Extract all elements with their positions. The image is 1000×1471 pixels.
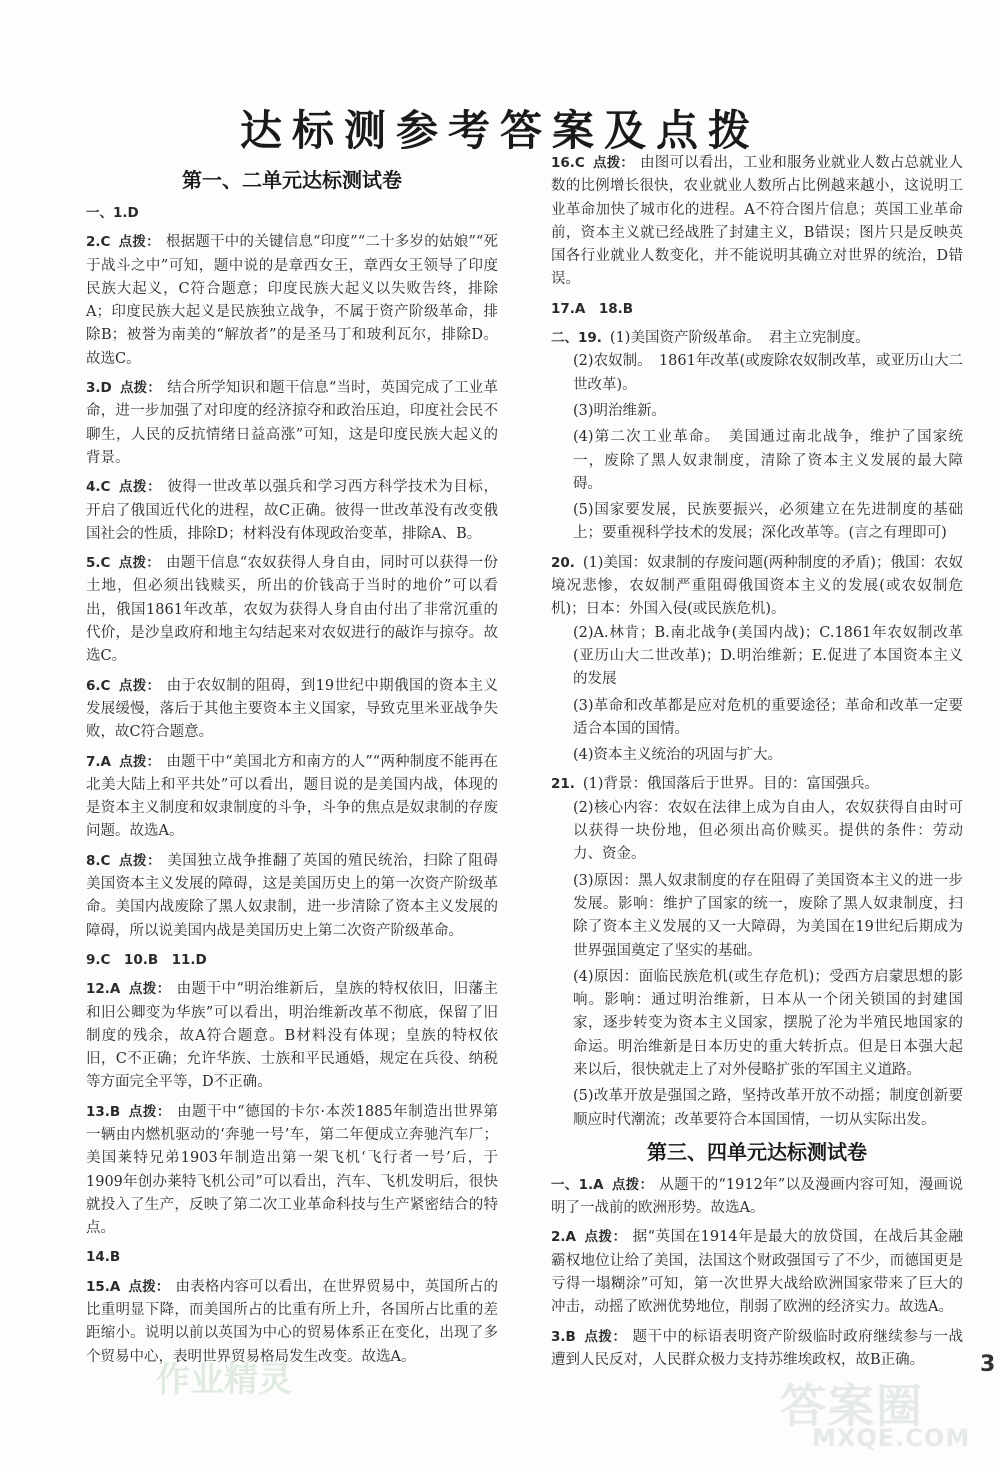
- answer-item: [86, 675, 498, 745]
- answer-text: 根据题干中的关键信息“印度”“二十多岁的姑娘”“死于战斗之中”可知，题中说的是章西女王，章西女王领导了印度民族大起义，C符合题意；印度民族大起义以失败告终，排除A；印度民族大起义是民族独立战争，不属于资产阶级革命，排除B；被誉为南美的“解放者”的是圣马丁和玻利瓦尔，排除D。故选C。: [86, 234, 499, 367]
- right-answers-top: [551, 152, 963, 321]
- answer-text: 彼得一世改革以强兵和学习西方科学技术为目标，开启了俄国近代化的进程，故C正确。彼得一世改革没有改变俄国社会的性质，排除D；材料没有体现政治变革，排除A、B。: [86, 479, 498, 542]
- answer-part: (2)农奴制。 1861年改革(或废除农奴制改革，或亚历山大二世改革)。: [573, 353, 963, 393]
- answer-item: [551, 1226, 963, 1319]
- answer-number: 二、19.: [551, 330, 602, 347]
- left-column: [86, 164, 498, 1375]
- section-title-units-1-2: 第一、二单元达标测试卷: [182, 168, 402, 192]
- page-number: 3: [980, 1352, 996, 1377]
- answer-item: [86, 1101, 498, 1241]
- answer-part: (4)资本主义统治的巩固与扩大。: [573, 747, 783, 764]
- hint-label: 点拨：: [128, 981, 171, 998]
- hint-label: 点拨：: [118, 555, 160, 572]
- answer-item: [86, 978, 498, 1094]
- answer-text: 由题干中“明治维新后，皇族的特权依旧，旧藩主和旧公卿变为华族”可以看出，明治维新改革不彻底，保留了旧制度的残余，故A符合题意。B材料没有体现；皇族的特权依旧，C不正确；允许华族、士族和平民通婚，规定在兵役、纳税等方面完全平等，D不正确。: [86, 981, 498, 1091]
- answer-item: [551, 152, 963, 292]
- answer-number: 15.A: [86, 1278, 121, 1295]
- hint-label: 点拨：: [118, 234, 160, 251]
- answer-part: (1)背景：俄国落后于世界。目的：富国强兵。: [582, 776, 879, 793]
- answer-number: 3.B: [551, 1328, 576, 1345]
- hint-label: 点拨：: [128, 1103, 171, 1120]
- answer-number: 9.C 10.B 11.D: [86, 951, 207, 968]
- hint-label: 点拨：: [583, 1229, 627, 1246]
- answer-item: [86, 1246, 498, 1269]
- hint-label: 点拨：: [592, 155, 635, 171]
- answer-part: (4)原因：面临民族危机(或生存危机)；受西方启蒙思想的影响。影响：通过明治维新，日本从一个闭关锁国的封建国家，逐步转变为资本主义国家，摆脱了沦为半殖民地国家的命运。明治维新是日本历史的重大转折点。但是日本强大起来以后，很快就走上了对外侵略扩张的军国主义道路。: [573, 968, 963, 1078]
- answer-number: 5.C: [86, 555, 111, 572]
- answer-item: [86, 949, 498, 972]
- hint-label: 点拨：: [583, 1328, 627, 1345]
- watermark-stamp: 作业精灵: [156, 1360, 292, 1400]
- answer-text: 由于农奴制的阻碍，到19世纪中期俄国的资本主义发展缓慢，落后于其他主要资本主义国家，导致克里米亚战争失败，故C符合题意。: [86, 677, 499, 741]
- answer-item: [86, 751, 498, 844]
- answer-item: [86, 377, 498, 470]
- page-title: 达标测参考答案及点拨: [239, 106, 760, 155]
- answer-item: [86, 1276, 498, 1369]
- answer-number: 13.B: [86, 1103, 121, 1120]
- hint-label: 点拨：: [118, 677, 161, 694]
- watermark-url: MXQE.COM: [812, 1424, 971, 1452]
- answer-number: 21.: [551, 776, 575, 793]
- answer-part: (3)革命和改革都是应对危机的重要途径；革命和改革一定要适合本国的国情。: [573, 697, 963, 737]
- answer-text: 由图可以看出，工业和服务业就业人数占总就业人数的比例增长很快，农业就业人数所占比例越来越小，这说明工业革命加快了城市化的进程。A不符合图片信息；英国工业革命前，资本主义就已经战胜了封建主义，B错误；图片只是反映英国各行业就业人数变化，并不能说明其确立对世界的统治，D错误。: [551, 155, 964, 288]
- answer-number: 6.C: [86, 677, 111, 694]
- answer-number: 20.: [551, 554, 575, 571]
- answer-number: 12.A: [86, 981, 121, 998]
- answer-text: 由表格内容可以看出，在世界贸易中，英国所占的比重明显下降，而美国所占的比重有所上升，各国所占比重的差距缩小。说明以前以英国为中心的贸易体系正在变化，出现了多个贸易中心，表明世界贸易格局发生改变。故选A。: [86, 1278, 499, 1365]
- answer-part: (3)原因：黑人奴隶制度的存在阻碍了美国资本主义的进一步发展。影响：维护了国家的统一，废除了黑人奴隶制度，扫除了资本主义发展的又一大障碍，为美国在19世纪后期成为世界强国奠定了坚实的基础。: [573, 872, 963, 959]
- answer-item-19: [551, 327, 963, 546]
- answer-item: [86, 552, 498, 668]
- answer-number: 3.D: [86, 380, 112, 397]
- answer-item: [551, 1174, 963, 1221]
- answer-part: (5)国家要发展，民族要振兴，必须建立在先进制度的基础上；要重视科学技术的发展；深化改革等。(言之有理即可): [573, 502, 963, 542]
- answer-item-20: [551, 552, 963, 768]
- answer-number: 16.C: [551, 155, 585, 171]
- answer-number: 8.C: [86, 852, 111, 869]
- answer-number: 一、1.D: [86, 205, 139, 221]
- hint-label: 点拨：: [118, 479, 162, 496]
- section-title-units-3-4: 第三、四单元达标测试卷: [647, 1139, 867, 1164]
- answer-number: 2.A: [551, 1229, 576, 1246]
- answer-number: 一、1.A: [551, 1176, 604, 1193]
- answer-number: 7.A: [86, 753, 111, 770]
- hint-label: 点拨：: [611, 1176, 654, 1193]
- answer-text: 题干中的标语表明资产阶级临时政府继续参与一战遭到人民反对，人民群众极力支持苏维埃政权，故B正确。: [551, 1328, 964, 1368]
- answer-item: [86, 850, 498, 943]
- answer-part: (3)明治维新。: [573, 402, 667, 419]
- answer-number: 17.A 18.B: [551, 300, 634, 317]
- watermark-logo: 答案圈: [780, 1379, 924, 1433]
- answer-text: 美国独立战争推翻了英国的殖民统治，扫除了阻碍美国资本主义发展的障碍，这是美国历史上的第一次资产阶级革命。美国内战废除了黑人奴隶制，进一步清除了资本主义发展的障碍，所以说美国内战是美国历史上第二次资产阶级革命。: [86, 852, 498, 939]
- hint-label: 点拨：: [128, 1278, 170, 1295]
- answer-part: (4)第二次工业革命。 美国通过南北战争，维护了国家统一，废除了黑人奴隶制度，清除了资本主义发展的最大障碍。: [573, 429, 963, 492]
- answer-part: (1)美国：奴隶制的存废问题(两种制度的矛盾)；俄国：农奴境况悲惨，农奴制严重阻碍俄国资本主义的发展(或农奴制危机)；日本：外国入侵(或民族危机)。: [551, 554, 963, 618]
- section2-answers: [551, 1174, 963, 1372]
- answer-text: 结合所学知识和题干信息“当时，英国完成了工业革命，进一步加强了对印度的经济掠夺和政治压迫，印度社会民不聊生，人民的反抗情绪日益高涨”可知，这是印度民族大起义的背景。: [86, 380, 498, 466]
- hint-label: 点拨：: [119, 380, 162, 397]
- answer-number: 2.C: [86, 234, 111, 251]
- answer-item-21: [551, 773, 963, 1131]
- answer-item: [551, 298, 963, 321]
- answer-text: 由题干中“德国的卡尔·本茨1885年制造出世界第一辆由内燃机驱动的‘奔驰一号’车，第二年便成立奔驰汽车厂；美国莱特兄弟1903年制造出第一架飞机‘飞行者一号’后，于1909年创办莱特飞机公司”可以看出，汽车、飞机发明后，很快就投入了生产，反映了第二次工业革命科技与生产紧密结合的特点。: [86, 1103, 499, 1237]
- answer-item: [86, 202, 498, 225]
- answer-part: (5)改革开放是强国之路，坚持改革开放不动摇；制度创新要顺应时代潮流；改革要符合本国国情，一切从实际出发。: [573, 1088, 963, 1128]
- answer-part: (1)美国资产阶级革命。 君主立宪制度。: [609, 330, 870, 347]
- answer-part: (2)A.林肯；B.南北战争(美国内战)；C.1861年农奴制改革(亚历山大二世改革)；D.明治维新；E.促进了本国资本主义的发展: [573, 624, 963, 688]
- answer-item: [551, 1326, 963, 1373]
- answer-text: 由题干中“美国北方和南方的人”“两种制度不能再在北美大陆上和平共处”可以看出，题目说的是美国内战，体现的是资本主义制度和奴隶制度的斗争，斗争的焦点是奴隶制的存废问题。故选A。: [86, 753, 498, 840]
- hint-label: 点拨：: [118, 753, 161, 770]
- answer-text: 由题干信息“农奴获得人身自由，同时可以获得一份土地，但必须出钱赎买，所出的价钱高于当时的地价”可以看出，俄国1861年改革，农奴为获得人身自由付出了非常沉重的代价，是沙皇政府和地主勾结起来对农奴进行的敲诈与掠夺。故选C。: [86, 555, 498, 665]
- answer-item: [86, 476, 498, 546]
- answer-number: 14.B: [86, 1249, 121, 1266]
- answer-text: 从题干的“1912年”以及漫画内容可知，漫画说明了一战前的欧洲形势。故选A。: [551, 1176, 963, 1217]
- right-column: [551, 152, 963, 1378]
- answer-item: [86, 231, 498, 371]
- answer-part: (2)核心内容：农奴在法律上成为自由人，农奴获得自由时可以获得一块份地，但必须出高价赎买。提供的条件：劳动力、资金。: [573, 799, 963, 863]
- answer-number: 4.C: [86, 479, 111, 496]
- hint-label: 点拨：: [118, 852, 162, 869]
- answer-text: 据“英国在1914年是最大的放贷国，在战后其金融霸权地位让给了美国，法国这个财政强国亏了不少，而德国更是亏得一塌糊涂”可知，第一次世界大战给欧洲国家带来了巨大的冲击，动摇了欧洲优势地位，削弱了欧洲的经济实力。故选A。: [551, 1229, 964, 1316]
- section1-answers: [86, 202, 498, 1369]
